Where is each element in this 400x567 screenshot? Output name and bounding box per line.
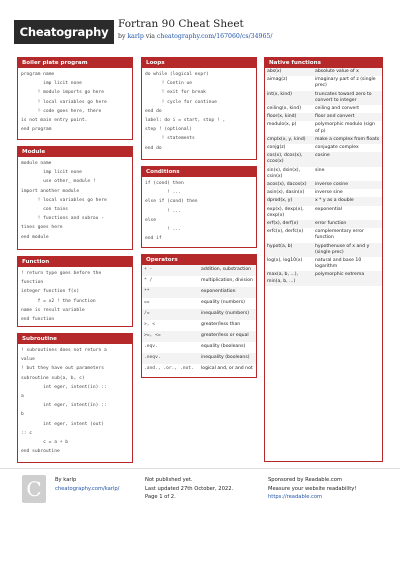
code-line: c = a + b [21, 439, 69, 445]
code-line: ! statements [145, 136, 195, 142]
code-line: is not main entry point. [21, 117, 88, 123]
row-description: natural and base 10 logarithm [315, 258, 362, 270]
subroutine-section [17, 333, 133, 463]
code-line: ! ... [145, 226, 181, 232]
operators-section [141, 254, 257, 378]
code-line: end module [21, 234, 49, 240]
row-key: aimag(z) [267, 77, 288, 83]
table-row [142, 342, 256, 353]
footer-sponsor [268, 476, 356, 502]
row-description: greater/less or equal [199, 331, 256, 342]
row-description: polymorphic modulo (sign of p) [315, 122, 375, 134]
row-description: imaginary part of z (single prec) [315, 77, 376, 89]
row-description: error function [313, 220, 382, 228]
code-line: program name [21, 72, 55, 77]
row-description: inverse sine [315, 190, 343, 196]
code-line: name is result variable [21, 307, 85, 313]
row-description: make a complex from floats [313, 136, 382, 144]
table-row [265, 257, 382, 271]
code-line: module name [21, 161, 52, 166]
section-title: Conditions [142, 167, 256, 177]
code-line: ! Contin ue [145, 81, 193, 87]
sponsor-text: Measure your website readability! [268, 485, 357, 492]
row-key: == [144, 300, 150, 305]
footer-status [145, 476, 233, 502]
table-row [142, 265, 256, 276]
native-functions-table [265, 68, 382, 286]
table-row [265, 189, 382, 197]
code-line: con tains [21, 206, 69, 212]
code-line: function [21, 280, 44, 286]
row-key: modulo(x, p) [267, 122, 297, 128]
code-block [18, 344, 132, 456]
row-description: conjugate complex [315, 145, 359, 151]
table-row [142, 309, 256, 320]
code-line: end do [145, 108, 162, 114]
row-description: x * y as a double [313, 197, 382, 205]
code-line: a [21, 393, 24, 399]
row-description: inequality (booleans) [199, 353, 256, 364]
sponsor-link[interactable]: https://readable.com [268, 494, 323, 500]
code-line: else if (cond) then [145, 199, 198, 205]
code-line: int eger, intent(in) :: [21, 403, 107, 409]
code-line: integer function f(x) [21, 289, 80, 295]
code-line: ! subroutines does not return a [21, 348, 107, 353]
code-line: ! local variables go here [21, 99, 107, 105]
row-description: sine [315, 167, 325, 173]
loops-section [141, 57, 257, 160]
code-block [18, 267, 132, 324]
row-description: multiplication, division [201, 278, 253, 283]
table-row [265, 243, 382, 257]
row-key: floor(x, kind) [265, 113, 313, 121]
code-line: ! module imports go here [21, 90, 104, 96]
table-row [142, 364, 256, 375]
row-key: exp(x), dexp(x), cexp(x) [267, 206, 304, 218]
footer-author [55, 476, 119, 493]
row-key: log(x), log10(x) [267, 258, 303, 264]
table-row [265, 105, 382, 113]
table-row [265, 228, 382, 242]
row-key: erfc(x), derfc(x) [267, 229, 304, 235]
row-description: inequality (numbers) [199, 309, 256, 320]
subtitle-by: by [118, 33, 128, 40]
row-key: conjg(z) [267, 145, 286, 151]
code-line: step ! (optional) [145, 127, 193, 133]
code-line: end subroutine [21, 449, 60, 455]
row-key: .neqv. [142, 353, 199, 364]
last-updated: Last updated 27th October, 2022. [145, 485, 234, 492]
page-header [0, 0, 400, 52]
table-row [142, 276, 256, 287]
row-key: .eqv. [144, 344, 158, 349]
section-title: Function [18, 257, 132, 267]
sponsor-label: Sponsored by [268, 477, 306, 483]
table-row [265, 121, 382, 135]
code-line: imp licit none [21, 170, 82, 176]
code-line: ! code goes here, there [21, 108, 102, 114]
row-description: equality (numbers) [201, 300, 245, 305]
subtitle-via: via [143, 33, 157, 40]
table-row [265, 197, 382, 205]
row-key: hypot(a, b) [265, 243, 313, 257]
table-row [142, 298, 256, 309]
row-key: int(x, kind) [265, 91, 313, 105]
cheatography-logo[interactable]: Cheatography [14, 20, 114, 44]
section-title: Operators [142, 255, 256, 265]
code-line: use other_ module ! [21, 179, 96, 185]
code-line: import another module [21, 188, 80, 194]
footer-author-link[interactable]: cheatography.com/karlp/ [55, 485, 120, 492]
row-key: dprod(x, y) [265, 197, 313, 205]
code-line: ! cycle for continue [145, 99, 217, 105]
published-status: Not published yet. [145, 477, 193, 483]
conditions-section [141, 166, 257, 248]
table-row [265, 181, 382, 189]
footer-by-label: By [55, 477, 64, 483]
code-line: end do [145, 145, 162, 151]
code-line: label: do i = start, stop ! , [145, 117, 226, 123]
row-key: erf(x), derf(x) [265, 220, 313, 228]
row-key: >, < [144, 322, 156, 327]
row-description: floor and convert [313, 113, 382, 121]
row-description: greater/less than [201, 322, 241, 327]
row-description: exponentiation [199, 287, 256, 298]
code-line: if (cond) then [145, 181, 184, 186]
table-row [142, 331, 256, 342]
footer-author-name[interactable]: karlp [63, 477, 77, 483]
boiler-plate-section [17, 57, 133, 140]
table-row [142, 287, 256, 298]
code-line: :: c [21, 430, 33, 436]
table-row [265, 206, 382, 220]
table-row [265, 220, 382, 228]
row-description: truncates toward zero to convert to integer [313, 91, 382, 105]
code-line: int eger, intent(in) :: [21, 384, 107, 390]
row-key: >=, <= [142, 331, 199, 342]
code-line: f = x2 ! the function [21, 298, 96, 304]
code-line: else [145, 217, 157, 223]
section-title: Native functions [265, 58, 382, 68]
table-row [265, 68, 382, 76]
row-key: /= [142, 309, 199, 320]
row-key: .and., .or., .not. [144, 366, 194, 371]
row-description: absolute value of x [313, 68, 382, 76]
code-block [142, 177, 256, 243]
row-description: addition, substraction [199, 265, 256, 276]
row-description: exponential [315, 206, 343, 212]
table-row [265, 136, 382, 144]
code-line: int eger, intent (out) [21, 421, 104, 427]
row-description: cosine [313, 152, 382, 166]
section-title: Subroutine [18, 334, 132, 344]
row-key: cmplx(x, y, kind) [265, 136, 313, 144]
code-line: end program [21, 127, 52, 133]
author-avatar[interactable]: C [22, 475, 46, 503]
table-row [142, 320, 256, 331]
row-key: cos(x), dcos(x), ccos(x) [265, 152, 313, 166]
row-key: * / [144, 278, 153, 283]
operators-table [142, 265, 256, 375]
cheatsheet-url-link[interactable]: cheatography.com/167060/cs/34965/ [156, 33, 273, 40]
code-line: subroutine sub(a, b, c) [21, 375, 85, 381]
code-line: ! functions and subrou - [21, 216, 104, 222]
section-title: Loops [142, 58, 256, 68]
table-row [265, 152, 382, 166]
page-subtitle [118, 33, 272, 40]
row-key: abs(x) [265, 68, 313, 76]
code-line: ! ... [145, 190, 181, 196]
page-title: Fortran 90 Cheat Sheet [118, 18, 244, 30]
code-line: b [21, 412, 24, 418]
row-key: ** [142, 287, 199, 298]
module-section [17, 146, 133, 250]
code-line: ! ... [145, 208, 181, 214]
code-line: ! return type goes before the [21, 271, 102, 276]
row-description: polymorphic extrema [313, 271, 382, 285]
table-row [265, 76, 382, 90]
sponsor-name[interactable]: Readable.com [305, 477, 342, 483]
code-line: do while (logical expr) [145, 72, 209, 77]
code-block [142, 68, 256, 153]
code-block [18, 157, 132, 242]
row-key: max(a, b, ...), min(a, b, ...) [265, 271, 313, 285]
code-line: tines goes here [21, 225, 63, 231]
table-row [142, 353, 256, 364]
row-description: complementary error function [315, 229, 364, 241]
code-line: end function [21, 316, 55, 322]
table-row [265, 271, 382, 285]
row-key: ceiling(x, kind) [267, 106, 301, 112]
code-line: value [21, 357, 35, 363]
table-row [265, 113, 382, 121]
row-description: inverse cosine [313, 181, 382, 189]
table-row [265, 167, 382, 181]
table-row [265, 144, 382, 152]
row-key: asin(x), dasin(x) [267, 190, 305, 196]
native-functions-section [264, 57, 383, 462]
row-key: sin(x), dsin(x), csin(x) [267, 167, 301, 179]
code-line: imp licit none [21, 81, 82, 87]
code-block [18, 68, 132, 134]
section-title: Module [18, 147, 132, 157]
row-description: equality (booleans) [201, 344, 246, 349]
row-description: logical and, or and not [201, 366, 253, 371]
code-line: ! local variables go here [21, 197, 107, 203]
code-line: ! exit for break [145, 90, 206, 96]
row-description: ceiling and convert [315, 106, 360, 112]
code-line: ! but they have out parameters [21, 366, 104, 372]
row-description: hypothenuse of x and y (single prec) [313, 243, 382, 257]
row-key: + - [142, 265, 199, 276]
code-line: end if [145, 236, 162, 242]
function-section [17, 256, 133, 327]
author-link[interactable]: karlp [127, 33, 144, 40]
section-title: Boiler plate program [18, 58, 132, 68]
page-number: Page 1 of 2. [145, 494, 176, 500]
table-row [265, 91, 382, 105]
row-key: acos(x), dacos(x) [265, 181, 313, 189]
